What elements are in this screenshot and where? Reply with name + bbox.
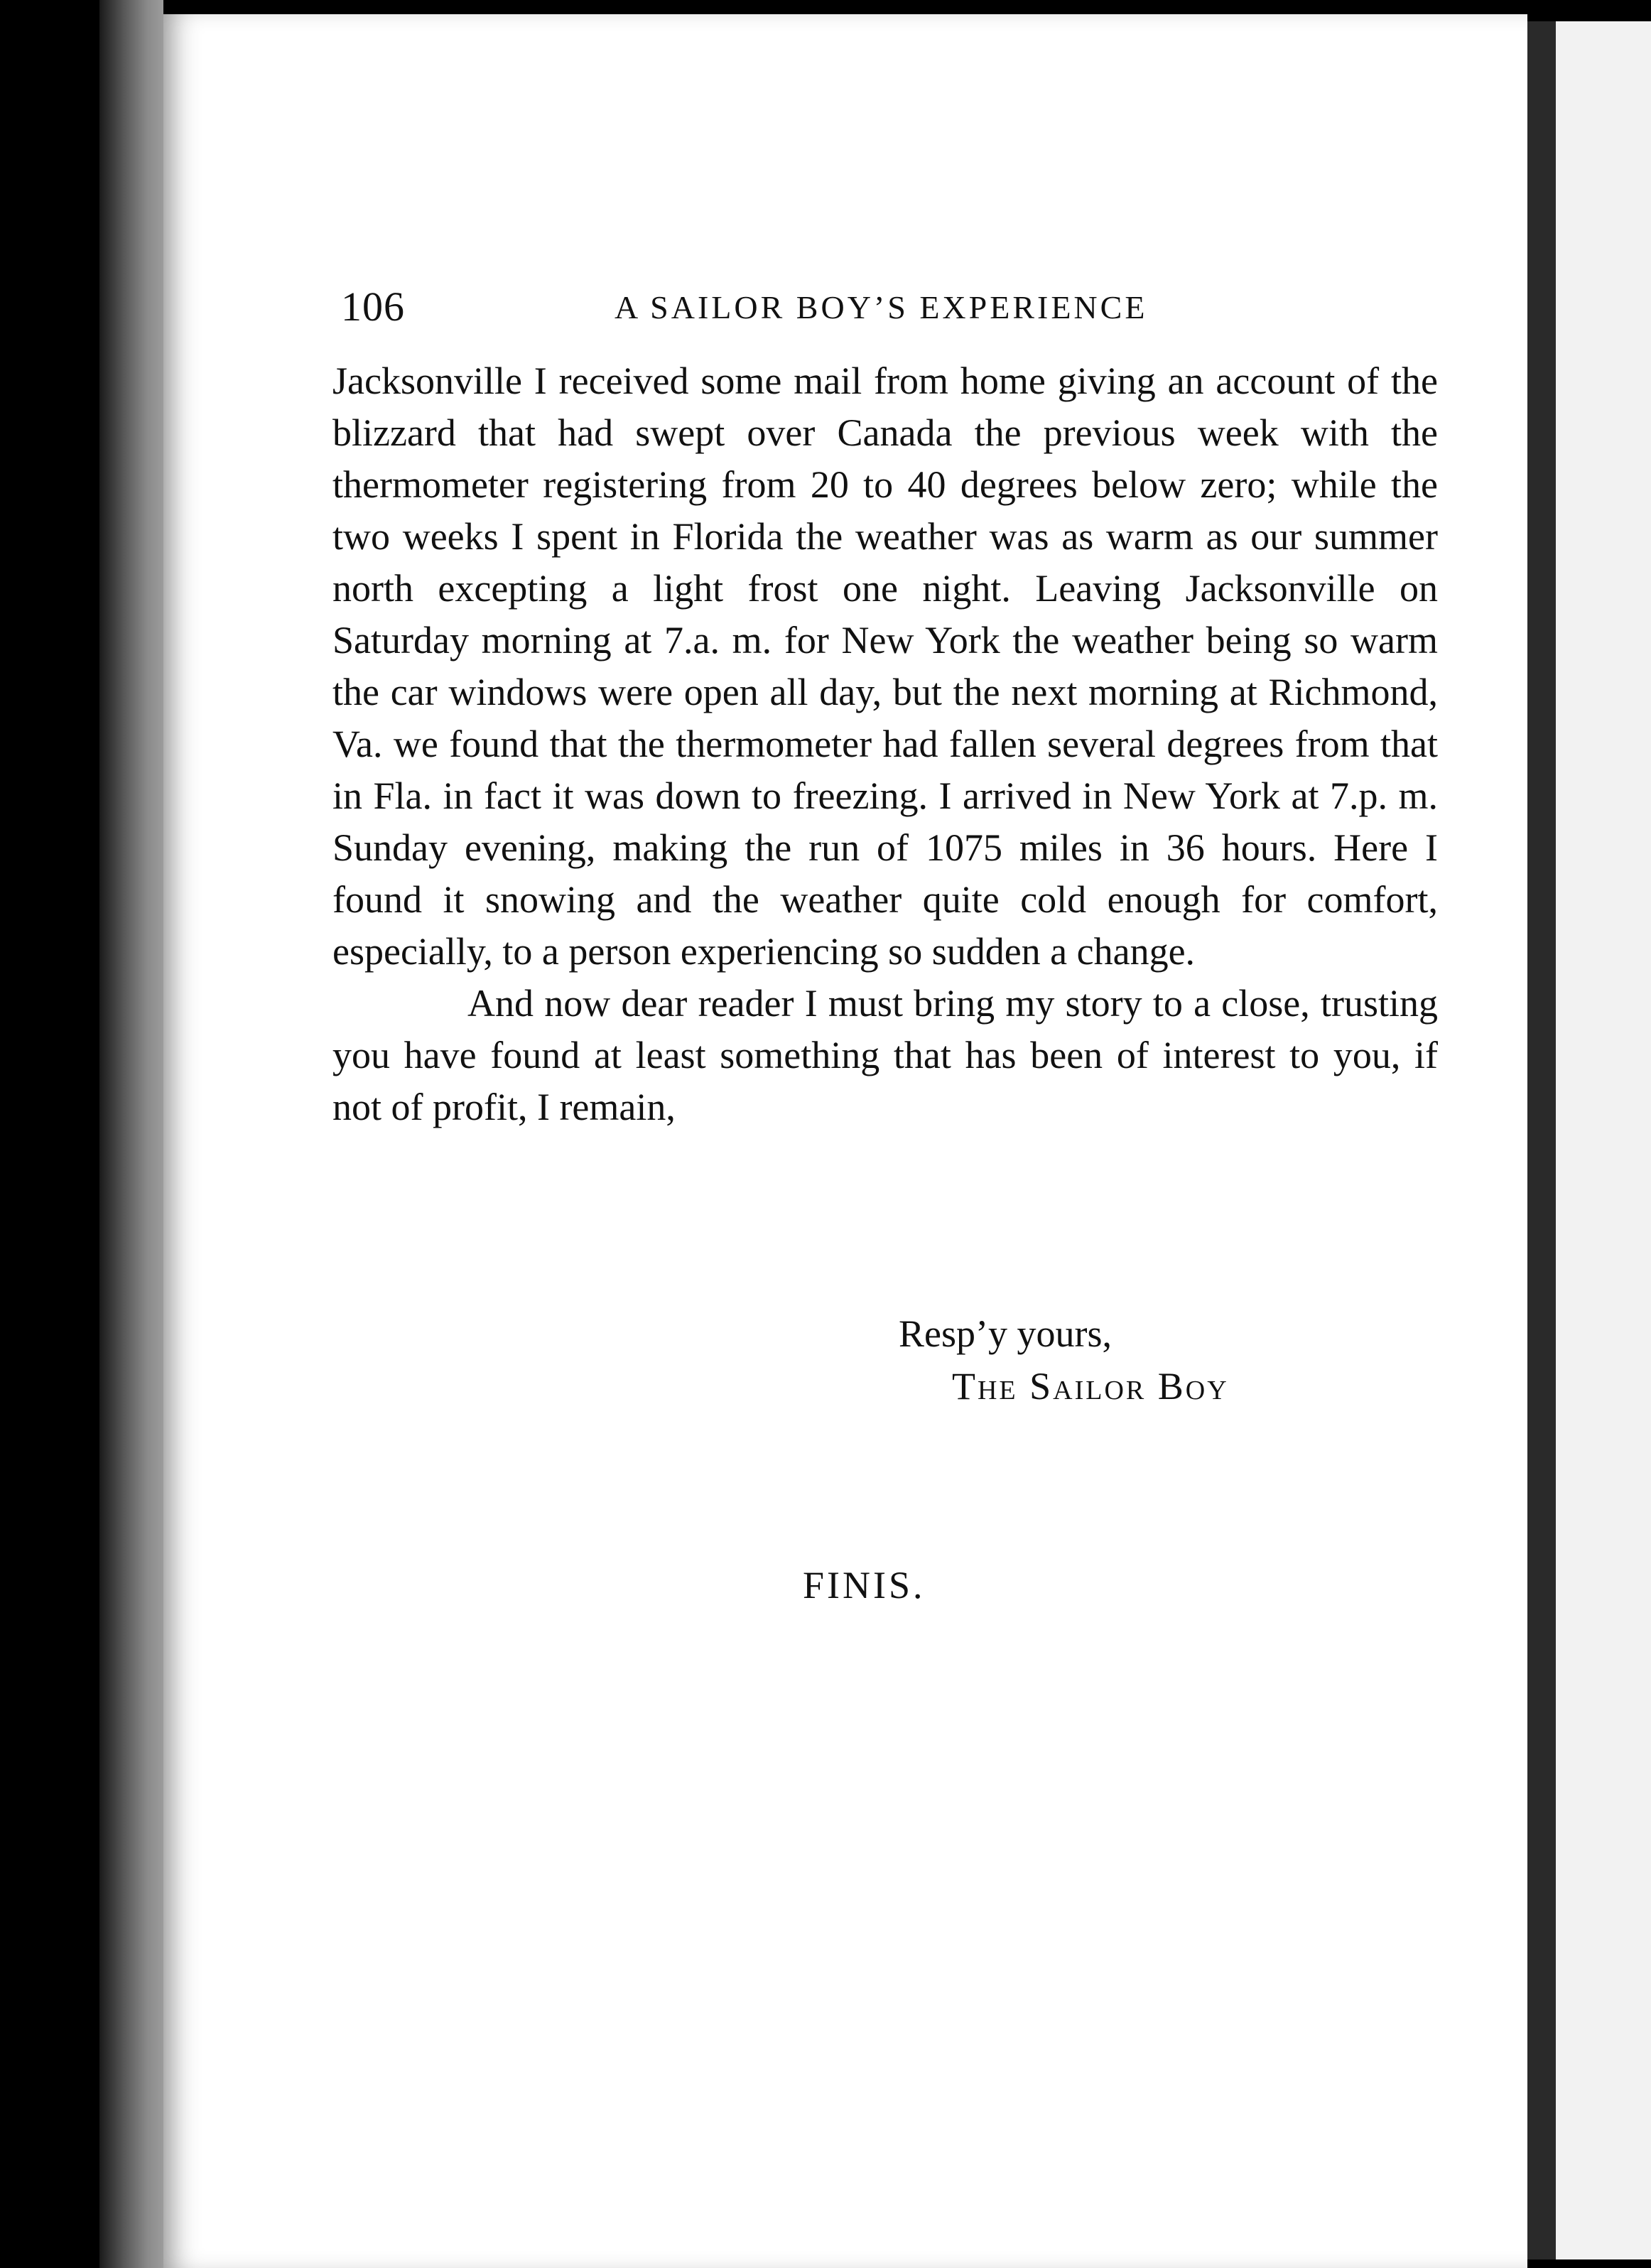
paragraph-1: Jacksonville I received some mail from home giving an account of the blizzard that had swept over Canada the previous week with the thermometer registering from 20 to 40 degrees below zero; while the two weeks I spent in Florida the weather was as warm as our summer north excepting a light frost one night. Leaving Jacksonville on Saturday morning at 7.a. m. for New York the weather being so warm the car windows were open all day, but the next morning at Richmond, Va. we found that the thermometer had fallen several degrees from that in Fla. in fact it was down to freezing. I arrived in New York at 7.p. m. Sunday evening, making the run of 1075 miles in 36 hours. Here I found it snowing and the weather quite cold enough for comfort, especially, to a person experiencing so sudden a change. xyxy=(332,360,1438,973)
book-spine-shadow xyxy=(99,0,163,2268)
finis: FINIS. xyxy=(803,1564,926,1606)
facing-page-strip xyxy=(1556,21,1651,2259)
signoff: Resp’y yours, xyxy=(899,1312,1112,1355)
running-title: A SAILOR BOY’S EXPERIENCE xyxy=(615,289,1148,325)
paragraph-2: And now dear reader I must bring my story to a close, trusting you have found at least something that has been of interest to you, if not of profit, I remain, xyxy=(332,982,1438,1128)
book-page xyxy=(163,14,1527,2268)
body-text xyxy=(332,355,1438,1133)
facing-page-edge xyxy=(1527,21,1556,2259)
page-number: 106 xyxy=(341,284,405,330)
running-head xyxy=(341,283,1222,333)
signature: The Sailor Boy xyxy=(952,1365,1229,1408)
